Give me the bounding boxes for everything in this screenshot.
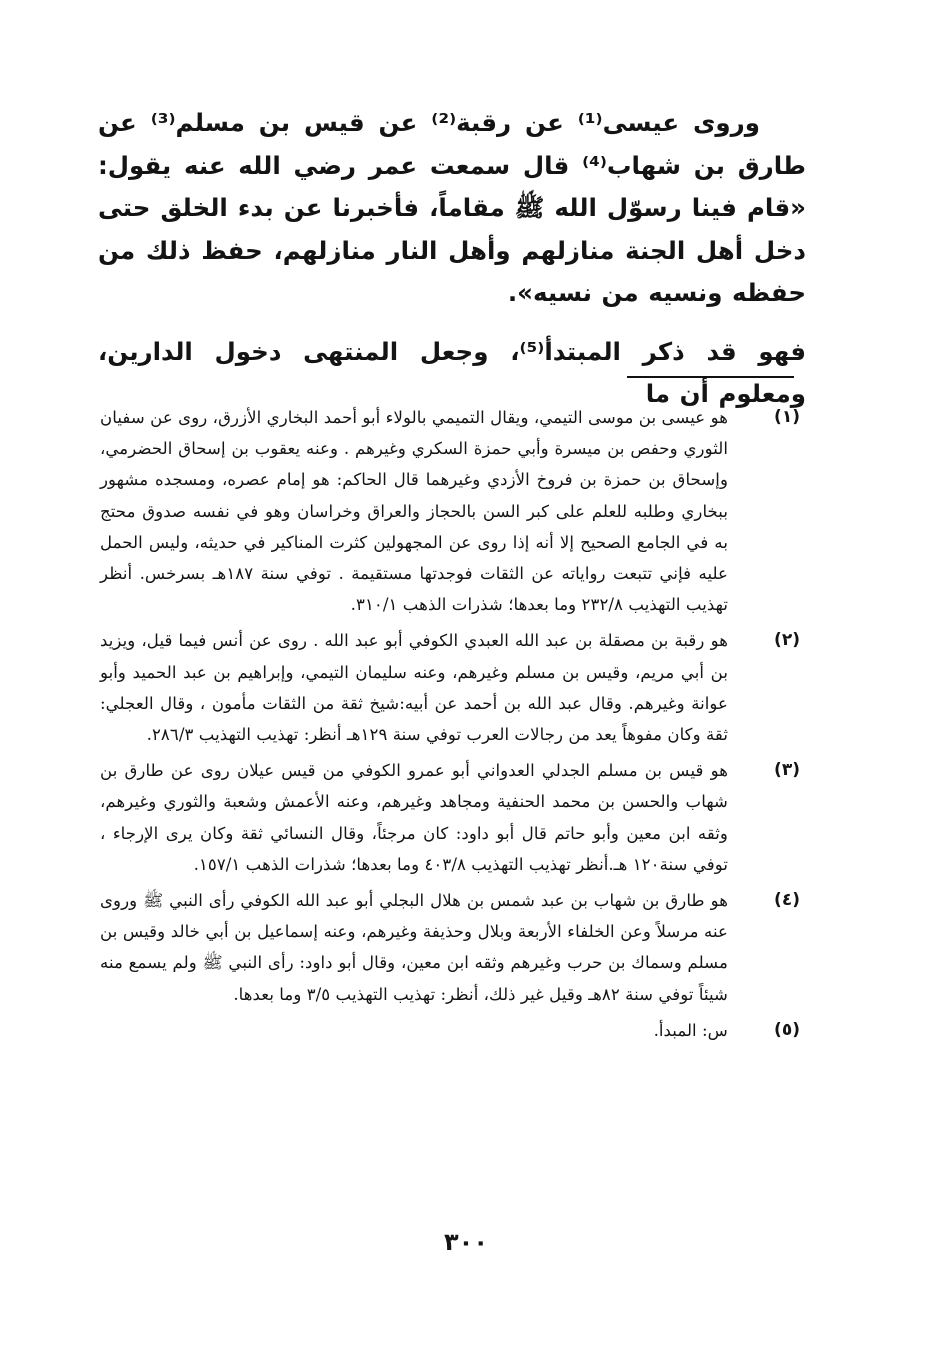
footnote-number: (٣) [774, 760, 800, 781]
footnote-number: (١) [774, 407, 800, 427]
footnote-text: س: المبدأ. [653, 1019, 728, 1040]
footnote [100, 402, 800, 620]
footnote-number: (٢) [774, 630, 800, 651]
footnote [100, 885, 800, 1010]
footnote-text: هو عيسى بن موسى التيمي، ويقال التميمي بالولاء أبو أحمد البخاري الأزرق، روى عن سفيان الثوري وحفص بن ميسرة وأبي حمزة السكري وغيرهم . وعنه يعقوب بن إسحاق الحضرمي، وإسحاق بن حمزة بن فروخ الأزدي وغيرهما قال الحاكم: هو إمام عصره، ومسجده مشهور ببخاري وطلبه للعلم على كبر السن بالحجاز والعراق وخراسان وهو في نفسه صدوق محتج به في الجامع الصحيح إلا أنه إذا روى عن المجهولين كثرت المناكير في حديثه، وليس الحمل عليه فإني تتبعت رواياته عن الثقات فوجدتها مستقيمة . توفي سنة ١٨٧هـ بسرخس. أنظر تهذيب التهذيب ٢٣٢/٨ وما بعدها؛ شذرات الذهب ٣١٠/١. [100, 407, 728, 615]
main-paragraph: فهو قد ذكر المبتدأ⁽⁵⁾، وجعل المنتهى دخول الدارين، ومعلوم أن ما [98, 336, 806, 408]
footnote [100, 1015, 800, 1046]
footnotes [100, 402, 800, 1051]
footnote [100, 625, 800, 750]
footnote [100, 755, 800, 880]
footnote-number: (٤) [774, 890, 800, 911]
footnote-text: هو طارق بن شهاب بن عبد شمس بن هلال البجلي أبو عبد الله الكوفي رأى النبي ﷺ وروى عنه مرسلاً وعن الخلفاء الأربعة وبلال وحذيفة وغيرهم، وعنه إسماعيل بن أبي خالد وقيس بن مسلم وسماك بن حرب وغيرهم وثقه ابن معين، وقال أبو داود: رأى النبي ﷺ ولم يسمع منه شيئاً توفي سنة ٨٢هـ وقيل غير ذلك، أنظر: تهذيب التهذيب ٣/٥ وما بعدها. [100, 890, 728, 1004]
footnote-text: هو رقبة بن مصقلة بن عبد الله العبدي الكوفي أبو عبد الله . روى عن أنس فيما قيل، ويزيد بن أبي مريم، وقيس بن مسلم وغيرهم، وعنه سليمان التيمي، وإبراهيم بن عبد الحميد وأبو عوانة وغيرهم. وقال عبد الله بن أحمد عن أبيه:شيخ ثقة من الثقات مأمون ، وقال العجلي: ثقة وكان مفوهاً يعد من رجالات العرب توفي سنة ١٢٩هـ أنظر: تهذيب التهذيب ٢٨٦/٣. [100, 630, 728, 745]
main-paragraph: وروى عيسى⁽¹⁾ عن رقبة⁽²⁾ عن قيس بن مسلم⁽³⁾ عن طارق بن شهاب⁽⁴⁾ قال سمعت عمر رضي الله عنه يقول: «قام فينا رسوّل الله ﷺ مقاماً، فأخبرنا عن بدء الخلق حتى دخل أهل الجنة منازلهم وأهل النار منازلهم، حفظ ذلك من حفظه ونسيه من نسيه». [98, 108, 806, 307]
page-number: ٣٠٠ [444, 1228, 488, 1256]
main-text [98, 102, 806, 416]
footnote-separator [627, 376, 794, 378]
footnote-number: (٥) [774, 1019, 800, 1040]
footnote-text: هو قيس بن مسلم الجدلي العدواني أبو عمرو الكوفي من قيس عيلان روى عن طارق بن شهاب والحسن بن محمد الحنفية ومجاهد وغيرهم، وعنه الأعمش وشعبة والثوري وغيرهم، وثقه ابن معين وأبو حاتم قال أبو داود: كان مرجئاً، وقال النسائي ثقة وكان يرى الإرجاء ، توفي سنة١٢٠ هـ.أنظر تهذيب التهذيب ٤٠٣/٨ وما بعدها؛ شذرات الذهب ١٥٧/١. [100, 760, 728, 874]
